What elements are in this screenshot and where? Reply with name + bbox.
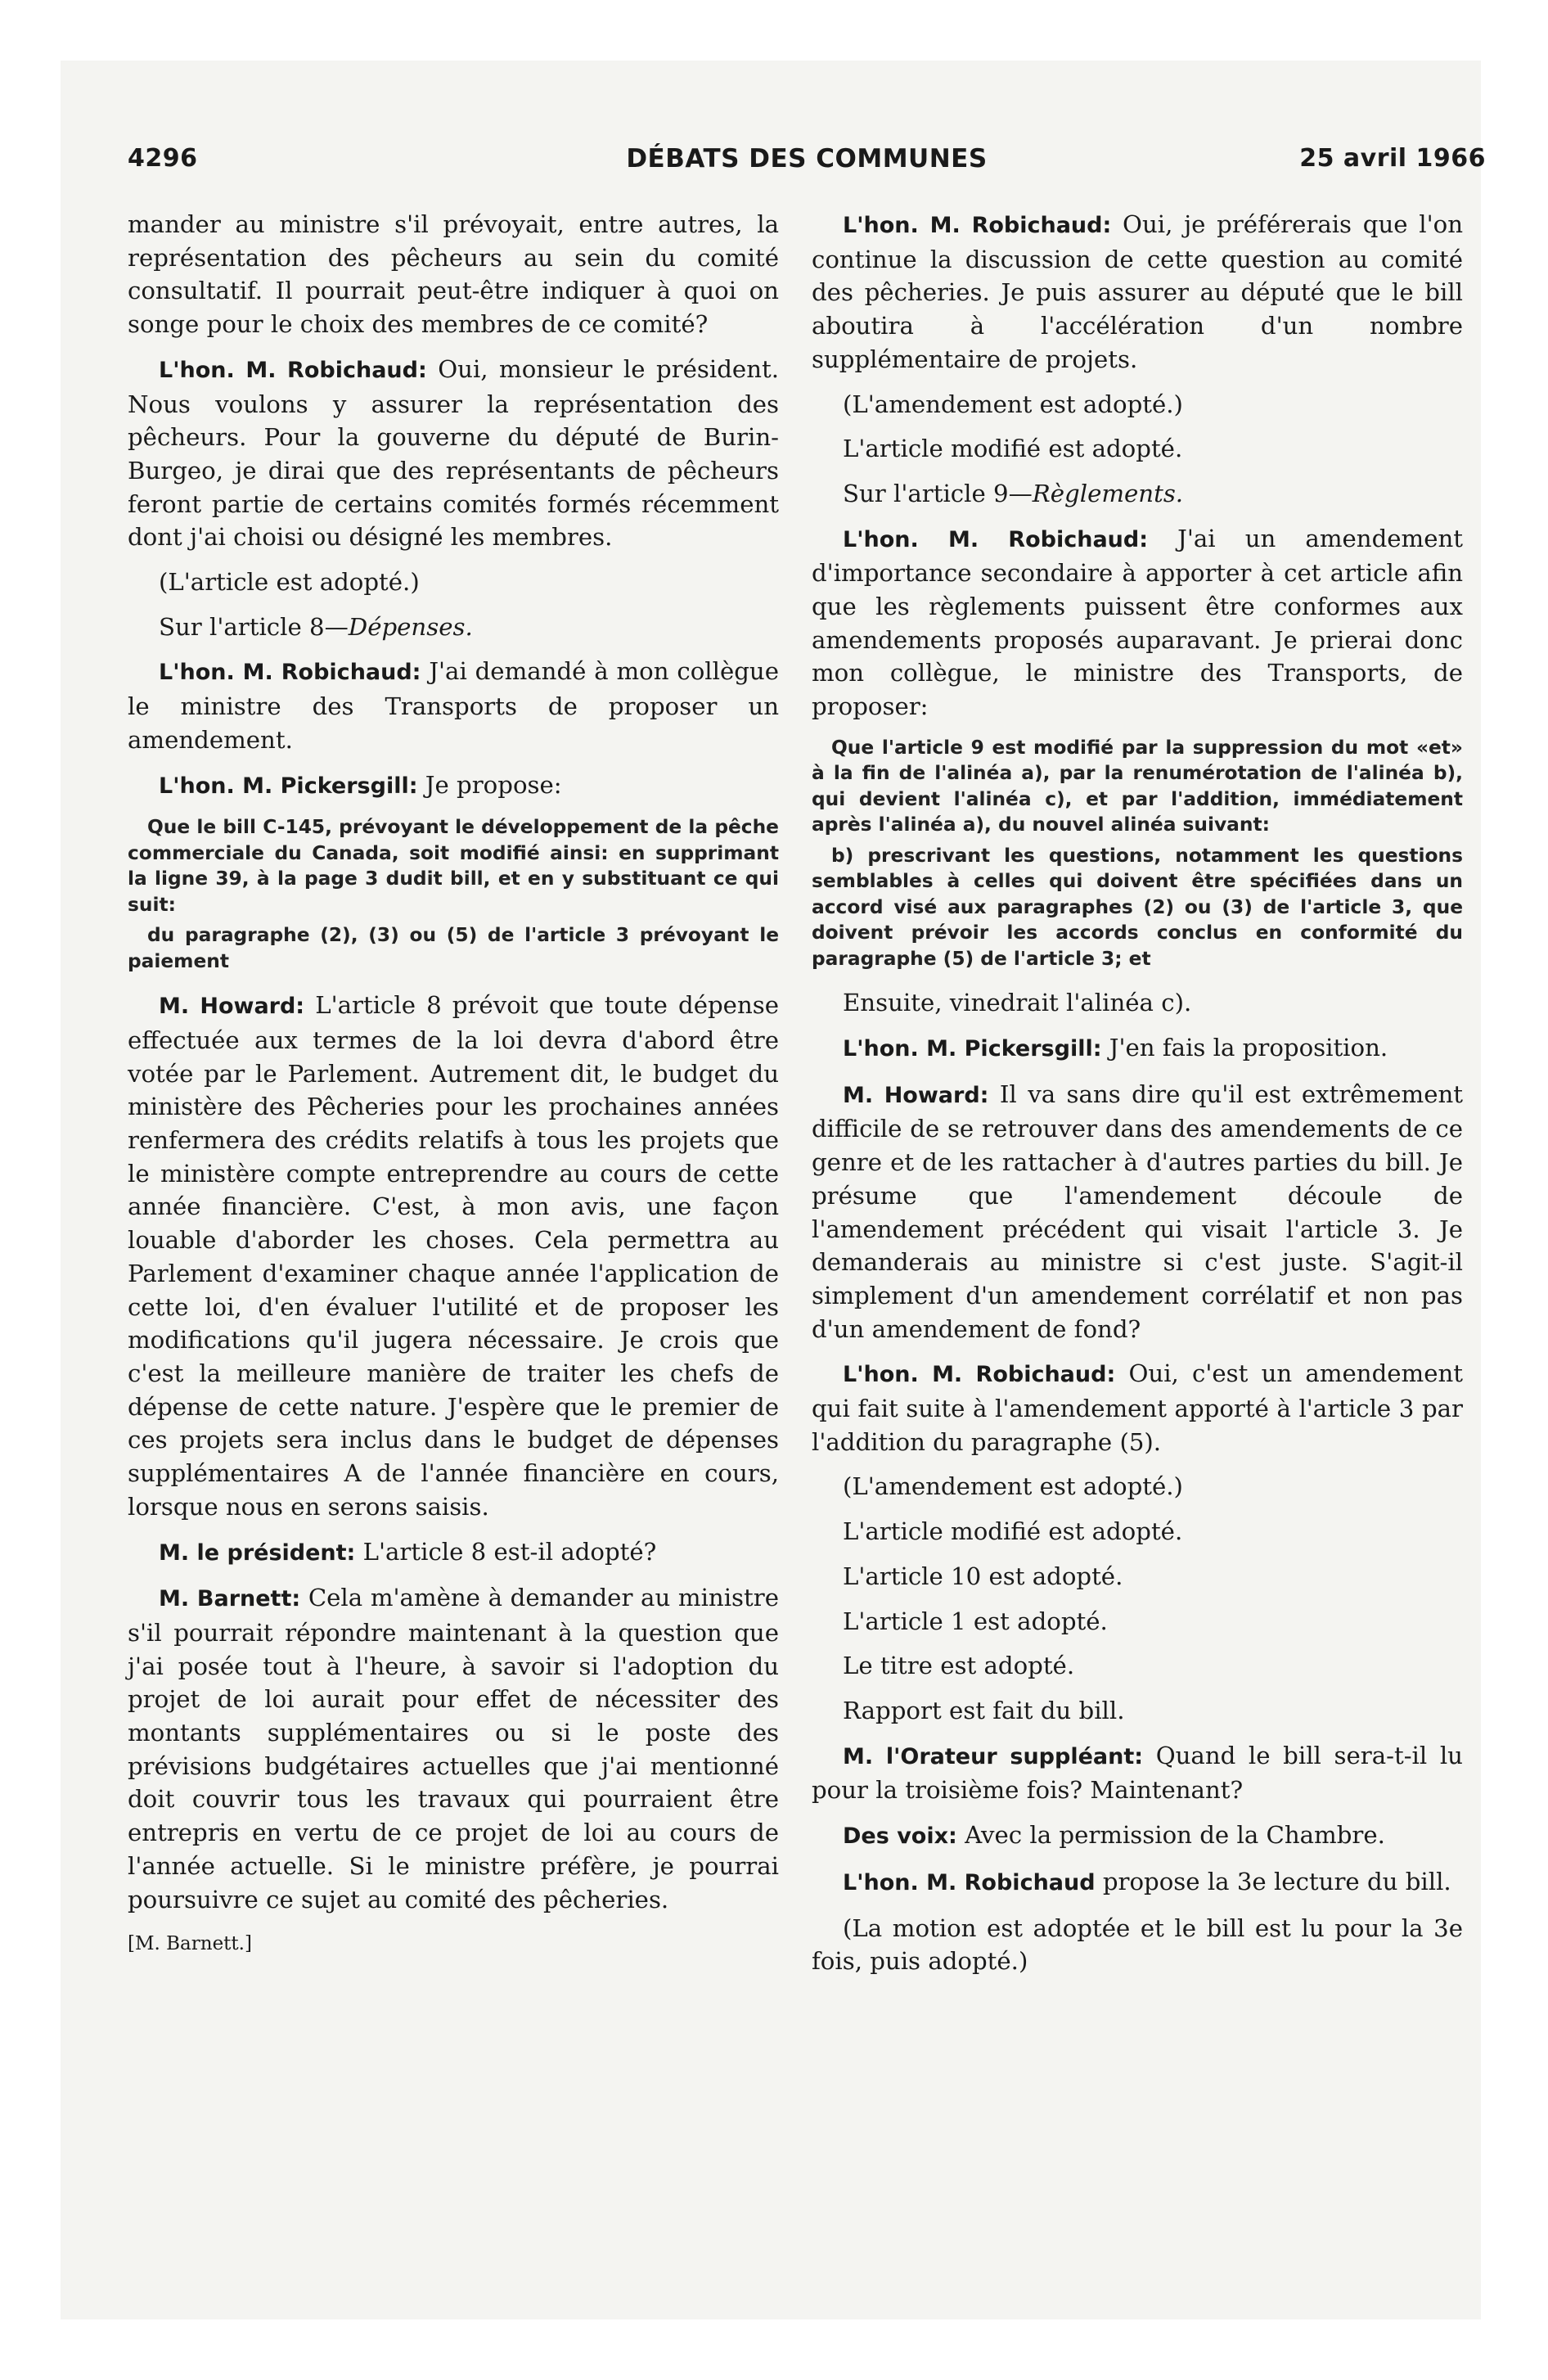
procedural-note: L'article modifié est adopté. xyxy=(843,1517,1183,1546)
procedural-note: L'article 10 est adopté. xyxy=(843,1562,1123,1590)
speaker-name: M. Howard: xyxy=(159,994,305,1020)
paragraph: (La motion est adoptée et le bill est lu pour la 3e fois, puis adopté.) xyxy=(812,1913,1463,1976)
speaker-name: L'hon. M. Robichaud xyxy=(843,1869,1096,1895)
article-heading: Sur l'article 9—Règlements. xyxy=(843,479,1184,507)
paragraph xyxy=(812,208,1463,376)
page-title: DÉBATS DES COMMUNES xyxy=(626,144,988,174)
paragraph xyxy=(812,1739,1463,1807)
paragraph xyxy=(128,989,779,1523)
speaker-name: L'hon. M. Robichaud: xyxy=(843,213,1112,238)
speech-text: Oui, monsieur le président. Nous voulons y assurer la représentation des pêcheurs. Pour la gouverne du député de Burin-Burgeo, je dirai que des représentants de pêcheurs feront partie de certains comités formés récemment dont j'ai choisi ou désigné les membres. xyxy=(128,354,779,552)
speech-text: propose la 3e lecture du bill. xyxy=(1095,1867,1451,1895)
procedural-note: (L'article est adopté.) xyxy=(159,568,420,597)
left-column xyxy=(128,208,779,1972)
paragraph xyxy=(128,353,779,554)
paragraph xyxy=(128,1581,779,1916)
procedural-note: L'article modifié est adopté. xyxy=(843,435,1183,463)
speaker-name: L'hon. M. Robichaud: xyxy=(159,357,427,383)
speech-text: Avec la permission de la Chambre. xyxy=(956,1821,1385,1850)
speaker-name: L'hon. M. Robichaud: xyxy=(843,526,1149,552)
procedural-note: (L'amendement est adopté.) xyxy=(843,390,1183,418)
speaker-name: L'hon. M. Pickersgill: xyxy=(159,773,418,799)
speech-text: Oui, c'est un amendement qui fait suite à l'amendement apporté à l'article 3 par l'addition du paragraphe (5). xyxy=(812,1359,1464,1456)
speaker-name: L'hon. M. Robichaud: xyxy=(843,1362,1116,1388)
paragraph xyxy=(128,655,779,756)
motion-text: du paragraphe (2), (3) ou (5) de l'article 3 prévoyant le paiement xyxy=(128,924,779,972)
speaker-name: M. l'Orateur suppléant: xyxy=(843,1743,1144,1769)
right-column xyxy=(812,208,1463,1990)
speech-text: Il va sans dire qu'il est extrêmement difficile de se retrouver dans des amendements de ce genre et de les rattacher à d'autres parties du bill. Je présume que l'amendement découle de l'amendement précédent qui visait l'article 3. Je demanderais au ministre si c'est juste. S'agit-il simplement d'un amendement corrélatif et non pas d'un amendement de fond? xyxy=(812,1080,1464,1343)
footer-speaker-note: [M. Barnett.] xyxy=(128,1933,252,1955)
speech-text: L'article 8 prévoit que toute dépense effectuée aux termes de la loi devra d'abord être votée par le Parlement. Autrement dit, le budget du ministère des Pêcheries pour les prochaines années renfermera des crédits relatifs à tous les projets que le ministère compte entreprendre au cours de cette année financière. C'est, à mon avis, une façon louable d'aborder les choses. Cela permettra au Parlement d'examiner chaque année l'application de cette loi, d'en évaluer l'utilité et de proposer les modifications qu'il jugera nécessaire. Je crois que c'est la meilleure manière de traiter les chefs de dépense de cette nature. J'espère que le premier de ces projets sera inclus dans le budget de dépenses supplémentaires A de l'année financière en cours, lorsque nous en serons saisis. xyxy=(128,991,779,1521)
speech-text: J'ai un amendement d'importance secondaire à apporter à cet article afin que les règlements puissent être conformes aux amendements proposés auparavant. Je prierai donc mon collègue, le ministre des Transports, de proposer: xyxy=(812,524,1463,721)
speaker-name: Des voix: xyxy=(843,1823,957,1850)
motion-text: Que le bill C-145, prévoyant le développement de la pêche commerciale du Canada, soit modifié ainsi: en supprimant la ligne 39, à la page 3 dudit bill, et en y substituant ce qui suit: xyxy=(128,816,779,916)
procedural-note: L'article 1 est adopté. xyxy=(843,1607,1108,1635)
speaker-name: M. Barnett: xyxy=(159,1586,301,1612)
paragraph: mander au ministre s'il prévoyait, entre autres, la représentation des pêcheurs au sein du comité consultatif. Il pourrait peut-être indiquer à quoi on songe pour le choix des membres de ce comité? xyxy=(128,210,779,339)
page-number: 4296 xyxy=(128,144,198,173)
speaker-name: M. Howard: xyxy=(843,1082,989,1108)
motion-text: b) prescrivant les questions, notamment les questions semblables à celles qui doivent être spécifiées dans un accord visé aux paragraphes (2) ou (3) de l'article 3, que doivent prévoir les accords conclus en conformité du paragraphe (5) de l'article 3; et xyxy=(812,844,1463,970)
paragraph xyxy=(812,1031,1463,1066)
paragraph xyxy=(128,769,779,804)
procedural-note: (L'amendement est adopté.) xyxy=(843,1472,1183,1501)
motion-text: Que l'article 9 est modifié par la suppression du mot «et» à la fin de l'alinéa a), par la renumérotation de l'alinéa b), qui devient l'alinéa c), et par l'addition, immédiatement après l'alinéa a), du nouvel alinéa suivant: xyxy=(812,736,1463,836)
speech-text: Je propose: xyxy=(417,770,562,799)
speaker-name: M. le président: xyxy=(159,1539,356,1566)
article-heading: Sur l'article 8—Dépenses. xyxy=(159,612,473,641)
paragraph xyxy=(812,1819,1463,1854)
page-date: 25 avril 1966 xyxy=(1299,144,1486,173)
paragraph xyxy=(812,1357,1463,1458)
paragraph xyxy=(812,1865,1463,1900)
speech-text: J'ai demandé à mon collègue le ministre des Transports de proposer un amendement. xyxy=(128,657,779,754)
speech-text: J'en fais la proposition. xyxy=(1101,1034,1388,1062)
procedural-note: Rapport est fait du bill. xyxy=(843,1697,1125,1724)
paragraph xyxy=(128,1535,779,1571)
speaker-name: L'hon. M. Robichaud: xyxy=(159,660,421,686)
speech-text: Quand le bill sera-t-il lu pour la troisième fois? Maintenant? xyxy=(812,1741,1463,1805)
paragraph xyxy=(812,522,1463,723)
speaker-name: L'hon. M. Pickersgill: xyxy=(843,1036,1102,1062)
speech-text: L'article 8 est-il adopté? xyxy=(355,1537,657,1566)
speech-text: Oui, je préférerais que l'on continue la discussion de cette question au comité des pêcheries. Je puis assurer au député que le bill aboutira à l'accélération d'un nombre supplémentaire de projets. xyxy=(812,210,1463,373)
paragraph xyxy=(812,1078,1463,1346)
speech-text: Cela m'amène à demander au ministre s'il pourrait répondre maintenant à la question que j'ai posée tout à l'heure, à savoir si l'adoption du projet de loi aurait pour effet de nécessiter des montants supplémentaires ou si le poste des prévisions budgétaires actuelles que j'ai mentionné doit couvrir tous les travaux qui pourraient être entrepris en vertu de ce projet de loi au cours de l'année actuelle. Si le ministre préfère, je pourrai poursuivre ce sujet au comité des pêcheries. xyxy=(128,1584,779,1913)
procedural-note: Le titre est adopté. xyxy=(843,1652,1075,1680)
procedural-note: Ensuite, vinedrait l'alinéa c). xyxy=(843,989,1192,1017)
page-header xyxy=(128,144,1486,177)
